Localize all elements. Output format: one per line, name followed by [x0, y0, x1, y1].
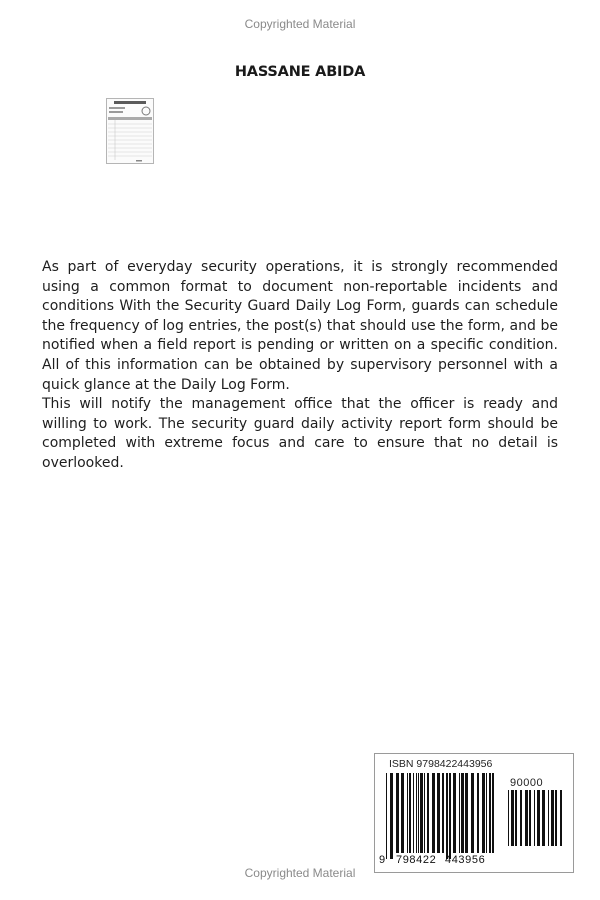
barcode-bar	[418, 773, 419, 853]
barcode-bar	[432, 773, 435, 853]
barcode-bar	[515, 790, 517, 846]
ean-digit-group-left: 798422	[396, 854, 437, 866]
barcode-bar	[420, 773, 423, 853]
barcode-bar	[525, 790, 528, 846]
barcode-bar	[471, 773, 474, 853]
barcode-bar	[437, 773, 440, 853]
barcode-bar	[537, 790, 540, 846]
barcode-bar	[534, 790, 535, 846]
barcode-bar	[407, 773, 408, 853]
barcode-bar	[459, 773, 460, 853]
blurb-paragraph-1: As part of everyday security operations, it is strongly recommended using a common format to document non-reportable incidents and conditions With the Security Guard Daily Log Form, guards can schedule the frequency of log entries, the post(s) that should use the form, and be notified when a field report is pending or written on a specific condition. All of this information can be obtained by supervisory personnel with a quick glance at the Daily Log Form.	[42, 259, 558, 393]
barcode-bar	[548, 790, 549, 846]
ean-digit-lead: 9	[379, 854, 386, 866]
copyright-watermark-bottom: Copyrighted Material	[244, 866, 356, 880]
barcode-bar	[560, 790, 562, 846]
barcode-bar	[511, 790, 514, 846]
barcode-bar	[409, 773, 411, 853]
barcode-bar	[465, 773, 468, 853]
barcode-bar	[453, 773, 456, 853]
barcode-bar	[446, 773, 448, 859]
barcode-bar	[390, 773, 393, 859]
barcode-bar	[486, 773, 487, 853]
barcode-bar	[396, 773, 399, 853]
price-addon-bars	[507, 790, 567, 852]
barcode-bar	[529, 790, 531, 846]
barcode-bar	[424, 773, 425, 853]
barcode-bar	[477, 773, 479, 853]
barcode-bar	[555, 790, 557, 846]
back-cover-blurb	[42, 258, 558, 474]
barcode-bar	[482, 773, 485, 853]
barcode-bar	[542, 790, 545, 846]
log-form-thumbnail	[106, 98, 154, 164]
ean-barcode-bars	[385, 773, 497, 859]
barcode-bar	[508, 790, 509, 846]
barcode-bar	[551, 790, 554, 846]
barcode-bar	[442, 773, 444, 853]
barcode-bar	[386, 773, 387, 859]
ean-digit-group-right: 443956	[445, 854, 486, 866]
blurb-paragraph-2: This will notify the management office that the officer is ready and willing to work. The security guard daily activity report form should be completed with extreme focus and care to ensure that no detail is overlooked.	[42, 396, 558, 471]
price-code: 90000	[510, 777, 544, 789]
barcode-bar	[489, 773, 491, 853]
barcode-bar	[449, 773, 451, 859]
author-name: HASSANE ABIDA	[234, 64, 366, 80]
barcode-bar	[520, 790, 522, 846]
copyright-watermark-top: Copyrighted Material	[244, 17, 356, 31]
barcode-bar	[416, 773, 417, 853]
barcode-bar	[413, 773, 414, 853]
barcode-bar	[492, 773, 494, 853]
isbn-barcode	[374, 753, 574, 873]
barcode-bar	[427, 773, 429, 853]
barcode-bar	[461, 773, 464, 853]
isbn-label: ISBN 9798422443956	[389, 758, 493, 770]
barcode-bar	[401, 773, 404, 853]
